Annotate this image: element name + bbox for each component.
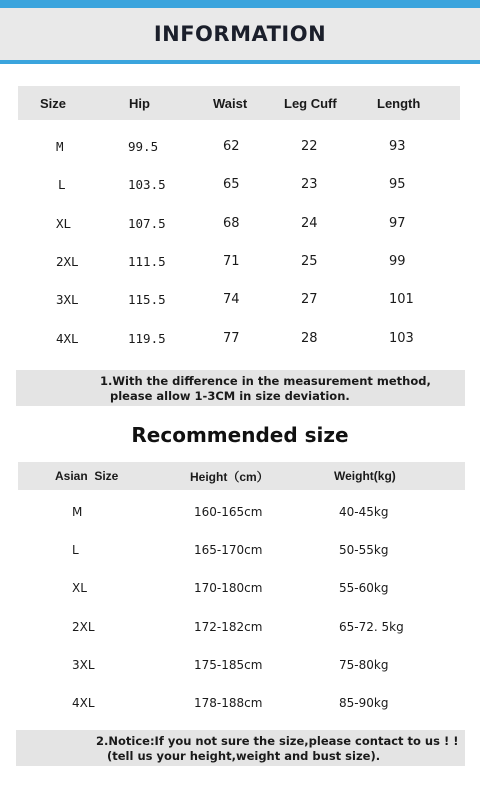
leg-cuff-cell: 25 (301, 253, 318, 269)
hip-cell: 103.5 (128, 176, 166, 192)
asian-size-cell: M (72, 505, 83, 519)
notice-note-line1: 2.Notice:If you not sure the size,please contact to us ! ! (96, 734, 459, 748)
weight-cell: 75-80kg (339, 658, 389, 672)
waist-cell: 77 (223, 330, 240, 346)
recommended-table-row (18, 540, 465, 560)
leg-cuff-cell: 22 (301, 138, 318, 154)
size-cell: L (58, 176, 66, 192)
hip-cell: 111.5 (128, 253, 166, 269)
height-cell: 175-185cm (194, 658, 263, 672)
rec-header-height: Height（cm） (190, 469, 269, 484)
size-header-length: Length (377, 95, 421, 111)
recommended-table-row (18, 693, 465, 713)
length-cell: 93 (389, 138, 406, 154)
hip-cell: 99.5 (128, 138, 159, 154)
recommended-size-title: Recommended size (131, 423, 349, 447)
recommended-table-row (18, 578, 465, 598)
waist-cell: 62 (223, 138, 240, 154)
size-header-leg-cuff: Leg Cuff (284, 95, 337, 111)
waist-cell: 65 (223, 176, 240, 192)
notice-note-line2: (tell us your height,weight and bust size). (107, 749, 381, 763)
measurement-note (16, 370, 465, 406)
waist-cell: 74 (223, 291, 240, 307)
length-cell: 103 (389, 330, 414, 346)
length-cell: 97 (389, 215, 406, 231)
size-table-row (18, 328, 460, 348)
banner (0, 0, 480, 64)
size-cell: 4XL (56, 330, 79, 346)
size-table-row (18, 136, 460, 156)
recommended-table-row (18, 502, 465, 522)
height-cell: 178-188cm (194, 696, 263, 710)
weight-cell: 85-90kg (339, 696, 389, 710)
height-cell: 160-165cm (194, 505, 263, 519)
size-table-row (18, 289, 460, 309)
asian-size-cell: 4XL (72, 696, 95, 710)
recommended-table-header (18, 462, 465, 490)
size-header-waist: Waist (213, 95, 248, 111)
hip-cell: 107.5 (128, 215, 166, 231)
waist-cell: 71 (223, 253, 240, 269)
size-header-hip: Hip (129, 95, 150, 111)
recommended-table-row (18, 655, 465, 675)
size-header-size: Size (40, 95, 67, 111)
leg-cuff-cell: 28 (301, 330, 318, 346)
weight-cell: 40-45kg (339, 505, 389, 519)
hip-cell: 119.5 (128, 330, 166, 346)
hip-cell: 115.5 (128, 291, 166, 307)
length-cell: 95 (389, 176, 406, 192)
asian-size-cell: 3XL (72, 658, 95, 672)
size-table-row (18, 174, 460, 194)
size-cell: 2XL (56, 253, 79, 269)
height-cell: 170-180cm (194, 581, 263, 595)
asian-size-cell: XL (72, 581, 87, 595)
size-cell: XL (56, 215, 72, 231)
weight-cell: 55-60kg (339, 581, 389, 595)
size-table-header (18, 86, 460, 120)
size-table-row (18, 251, 460, 271)
leg-cuff-cell: 23 (301, 176, 318, 192)
banner-title: INFORMATION (153, 22, 327, 46)
height-cell: 165-170cm (194, 543, 263, 557)
asian-size-cell: L (72, 543, 79, 557)
waist-cell: 68 (223, 215, 240, 231)
rec-header-asian-size: Asian Size (55, 469, 119, 483)
length-cell: 101 (389, 291, 414, 307)
height-cell: 172-182cm (194, 620, 263, 634)
leg-cuff-cell: 27 (301, 291, 318, 307)
length-cell: 99 (389, 253, 406, 269)
size-table-row (18, 213, 460, 233)
banner-inner (0, 8, 480, 60)
measurement-note-line1: 1.With the difference in the measurement method, (100, 374, 431, 388)
size-cell: M (56, 138, 64, 154)
asian-size-cell: 2XL (72, 620, 95, 634)
measurement-note-line2: please allow 1-3CM in size deviation. (110, 389, 350, 403)
recommended-table-row (18, 617, 465, 637)
weight-cell: 65-72. 5kg (339, 620, 404, 634)
notice-note (16, 730, 465, 766)
size-cell: 3XL (56, 291, 79, 307)
rec-header-weight: Weight(kg) (334, 469, 396, 483)
leg-cuff-cell: 24 (301, 215, 318, 231)
weight-cell: 50-55kg (339, 543, 389, 557)
